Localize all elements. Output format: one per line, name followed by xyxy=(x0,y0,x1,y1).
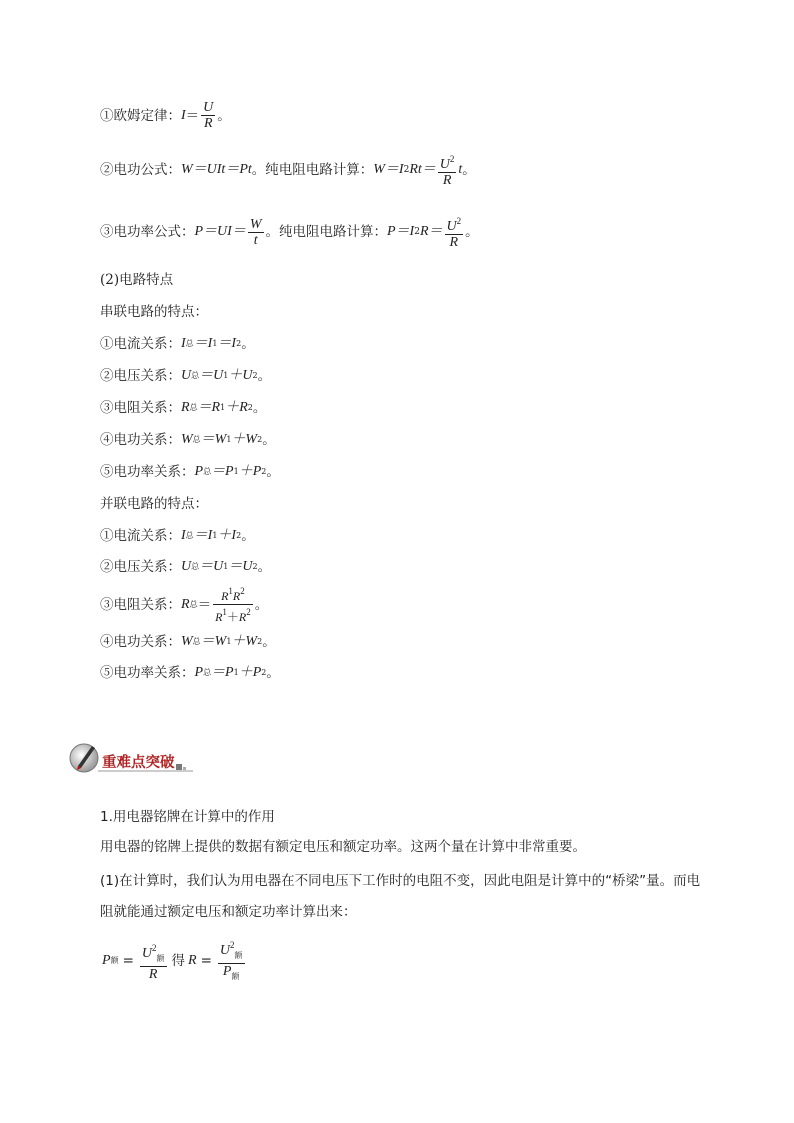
relation-rhs-1: ＝W xyxy=(200,634,227,649)
ohm-law-line xyxy=(100,100,231,131)
relation-lhs-sub: 总 xyxy=(203,668,212,677)
section-heading-text: 重难点突破 xyxy=(102,755,175,771)
work-mid: 。纯电阻电路计算： xyxy=(251,162,374,178)
relation-rhs-1-sub: 1 xyxy=(226,435,232,444)
parallel-relation-line xyxy=(100,527,255,545)
series-relation-line xyxy=(100,399,266,417)
power-mid: 。纯电阻电路计算： xyxy=(265,224,387,240)
relation-lhs: U xyxy=(181,559,192,574)
power-numerator-2: $U^2$ xyxy=(446,216,462,234)
work-text2a: W＝I xyxy=(373,162,404,177)
relation-end: 。 xyxy=(252,400,267,416)
relation-rhs-2-sub: 2 xyxy=(236,339,242,348)
work-denominator: R xyxy=(442,173,452,188)
eq-fraction-2 xyxy=(218,938,245,984)
resistance-fraction xyxy=(213,584,253,625)
relation-rhs-2-sub: 2 xyxy=(261,467,267,476)
relation-end: 。 xyxy=(266,665,280,681)
relation-rhs-1-sub: 1 xyxy=(233,467,239,476)
relation-rhs-2-sub: 2 xyxy=(257,435,263,444)
relation-rhs-2-sub: 2 xyxy=(261,668,267,677)
relation-rhs-2: ＝U xyxy=(228,559,253,574)
relation-label: ④电功关系： xyxy=(100,634,181,650)
relation-rhs-1: ＝U xyxy=(199,559,224,574)
relation-rhs-1-sub: 1 xyxy=(226,637,232,646)
relation-lhs-sub: 总 xyxy=(192,637,201,646)
relation-end: 。 xyxy=(262,634,276,650)
relation-label: ④电功关系： xyxy=(100,432,181,448)
relation-rhs-1-sub: 1 xyxy=(223,562,229,571)
relation-end: 。 xyxy=(241,336,255,352)
item1-title: 1.用电器铭牌在计算中的作用 xyxy=(100,809,275,825)
relation-rhs-2-sub: 2 xyxy=(252,371,258,380)
relation-rhs-1: ＝W xyxy=(200,432,227,447)
relation-label: ①电流关系： xyxy=(100,336,181,352)
ohm-law-label: ①欧姆定律： xyxy=(100,107,181,124)
resistance-eq: ＝ xyxy=(197,596,212,613)
relation-end: 。 xyxy=(241,528,255,544)
relation-rhs-2: ＝I xyxy=(217,336,237,351)
circuit-title: (2)电路特点 xyxy=(100,272,174,288)
relation-lhs-sub: 总 xyxy=(192,435,201,444)
relation-label: ②电压关系： xyxy=(100,368,181,384)
work-label: ②电功公式： xyxy=(100,162,181,178)
relation-lhs-sub: 总 xyxy=(191,371,200,380)
power-denominator-2: R xyxy=(449,235,459,250)
relation-rhs-2-sub: 2 xyxy=(247,403,253,412)
item1-sub1-line1: (1)在计算时，我们认为用电器在不同电压下工作时的电阻不变，因此电阻是计算中的“桥梁”量。而电 xyxy=(100,873,701,889)
relation-rhs-2-sub: 2 xyxy=(257,637,263,646)
relation-rhs-2: ＋P xyxy=(238,665,262,680)
power-text2c: R＝ xyxy=(419,224,443,239)
relation-lhs-sub: 总 xyxy=(191,562,200,571)
work-text2b: 2 xyxy=(403,165,410,175)
relation-rhs-1: ＝I xyxy=(193,336,213,351)
relation-lhs-sub: 总 xyxy=(203,467,212,476)
work-text2c: Rt＝ xyxy=(409,162,436,177)
power-label: ③电功率公式： xyxy=(100,224,195,240)
relation-rhs-1-sub: 1 xyxy=(212,531,218,540)
relation-label: ③电阻关系： xyxy=(100,400,181,416)
ohm-fraction xyxy=(201,100,215,131)
relation-rhs-2: ＋W xyxy=(231,634,258,649)
relation-rhs-2: ＋I xyxy=(217,528,237,543)
ohm-denominator: R xyxy=(203,116,213,131)
relation-lhs: P xyxy=(194,464,204,479)
relation-lhs: W xyxy=(181,634,193,649)
eq-P: P xyxy=(102,953,111,968)
eq-numerator-2: $U^2_额$ xyxy=(219,940,243,960)
relation-rhs-1: ＝P xyxy=(211,665,234,680)
eq-get: 得 xyxy=(171,953,185,969)
ohm-numerator: U xyxy=(203,100,214,115)
relation-lhs: U xyxy=(181,368,192,383)
relation-rhs-2: ＋W xyxy=(231,432,258,447)
relation-rhs-2: ＋U xyxy=(228,368,253,383)
power-fraction-2 xyxy=(445,214,464,250)
parallel-relation-line xyxy=(100,633,276,651)
relation-rhs-1: ＝P xyxy=(211,464,234,479)
eq-equals-1: = xyxy=(122,953,134,969)
parallel-title: 并联电路的特点： xyxy=(100,496,208,512)
eq-denominator-1: R xyxy=(148,966,158,982)
ohm-end: 。 xyxy=(217,107,231,124)
resistance-sub: 总 xyxy=(189,599,198,609)
item1-sub1-line2: 阻就能通过额定电压和额定功率计算出来： xyxy=(100,904,357,920)
relation-lhs: R xyxy=(181,400,190,415)
relation-end: 。 xyxy=(266,464,280,480)
series-relation-line xyxy=(100,367,271,385)
relation-end: 。 xyxy=(257,368,272,384)
relation-label: ⑤电功率关系： xyxy=(100,665,195,681)
eq-R: R xyxy=(188,953,197,968)
resistance-end: 。 xyxy=(254,596,269,613)
parallel-relation-line xyxy=(100,664,280,682)
relation-rhs-1-sub: 1 xyxy=(233,668,239,677)
resistance-lhs: R xyxy=(181,596,190,612)
series-title: 串联电路的特点： xyxy=(100,304,208,320)
relation-lhs-sub: 总 xyxy=(185,531,194,540)
relation-rhs-1: ＝I xyxy=(193,528,213,543)
eq-numerator-1: $U^2_额$ xyxy=(141,942,165,963)
power-text2a: P＝I xyxy=(387,224,415,239)
relation-rhs-1: ＝U xyxy=(199,368,224,383)
work-formula-line xyxy=(100,152,476,188)
eq-equals-2: = xyxy=(200,953,212,969)
power-text2b: 2 xyxy=(414,227,420,237)
relation-lhs: I xyxy=(181,336,186,351)
eq-fraction-1 xyxy=(140,941,167,982)
relation-end: 。 xyxy=(257,559,272,575)
series-relation-line xyxy=(100,463,280,481)
power-numerator: W xyxy=(249,216,262,232)
work-fraction xyxy=(438,152,457,188)
item1-paragraph: 用电器的铭牌上提供的数据有额定电压和额定功率。这两个量在计算中非常重要。 xyxy=(100,839,586,855)
relation-rhs-1-sub: 1 xyxy=(223,371,229,380)
series-relation-line xyxy=(100,335,255,353)
relation-rhs-2: ＋R xyxy=(225,400,248,415)
relation-end: 。 xyxy=(262,432,276,448)
relation-rhs-2-sub: 2 xyxy=(236,531,242,540)
series-relation-line xyxy=(100,431,276,449)
parallel-resistance-line xyxy=(100,584,268,625)
power-denominator: t xyxy=(253,232,258,248)
work-text: W＝UIt＝Pt xyxy=(181,162,252,177)
relation-lhs: W xyxy=(181,432,193,447)
relation-label: ⑤电功率关系： xyxy=(100,464,195,480)
relation-rhs-1: ＝R xyxy=(197,400,221,415)
resistance-numerator: $R^1R^2$ xyxy=(221,586,245,603)
work-end: 。 xyxy=(462,162,476,178)
relation-lhs-sub: 总 xyxy=(185,339,194,348)
relation-lhs: P xyxy=(194,665,204,680)
parallel-relation-line xyxy=(100,558,271,576)
rated-equation xyxy=(102,938,247,984)
relation-label: ②电压关系： xyxy=(100,559,181,575)
work-numerator: $U^2$ xyxy=(439,154,455,172)
ohm-eq: ＝ xyxy=(185,107,200,124)
power-end: 。 xyxy=(465,224,479,240)
relation-label: ①电流关系： xyxy=(100,528,181,544)
relation-rhs-2-sub: 2 xyxy=(252,562,258,571)
relation-lhs-sub: 总 xyxy=(189,403,198,412)
section-heading xyxy=(68,740,198,774)
eq-denominator-2: $P_额$ xyxy=(222,964,240,981)
relation-rhs-2: ＋P xyxy=(238,464,262,479)
power-formula-line xyxy=(100,214,479,250)
relation-rhs-1-sub: 1 xyxy=(212,339,218,348)
relation-rhs-1-sub: 1 xyxy=(220,403,226,412)
power-text: P＝UI＝ xyxy=(194,224,246,239)
eq-P-sub: 额 xyxy=(110,956,119,965)
work-tail: t xyxy=(458,162,463,177)
resistance-denominator: $R^1+R^2$ xyxy=(215,607,251,624)
resistance-label: ③电阻关系： xyxy=(100,596,181,613)
ohm-lhs: I xyxy=(181,107,186,123)
power-fraction xyxy=(248,217,264,248)
relation-lhs: I xyxy=(181,528,186,543)
